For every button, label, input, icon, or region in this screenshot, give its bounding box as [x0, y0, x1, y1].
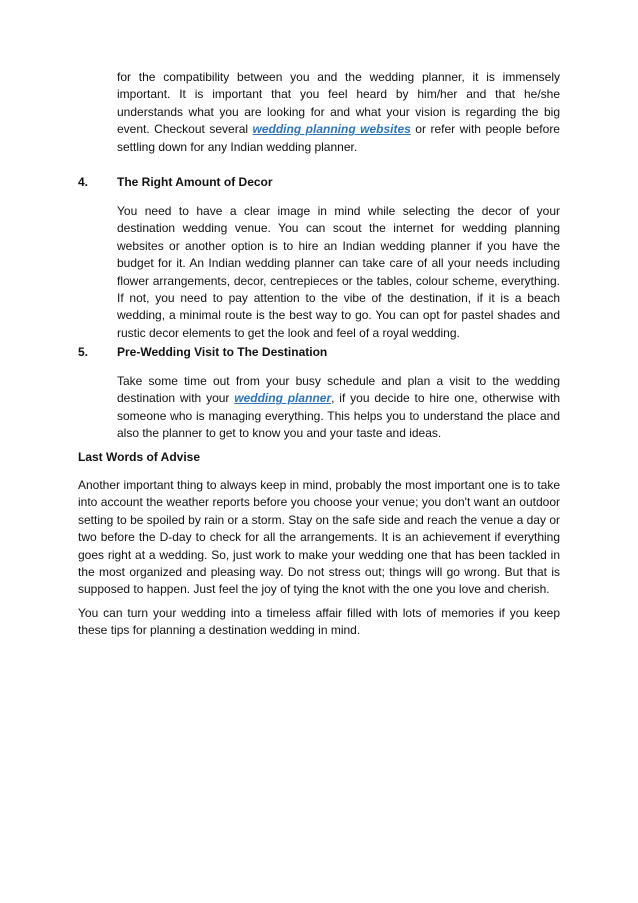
closing-paragraph-2: You can turn your wedding into a timeless affair filled with lots of memories if you keep these tips for planning a destination wedding in mind.: [78, 606, 560, 638]
section-4-title: The Right Amount of Decor: [117, 175, 273, 189]
closing-paragraph-1: Another important thing to always keep in mind, probably the most important one is to take into account the weather reports before you choose your venue; you don't want an outdoor setting to be spoiled by rain or a storm. Stay on the safe side and reach the venue a day or two before the D-day to check for all the arrangements. It is an achievement if everything goes right at a wedding. So, just work to make your wedding one that has been tackled in the most organized and pleasing way. Do not stress out; things will go wrong. But that is supposed to happen. Just feel the joy of tying the knot with the one you love and cherish.: [78, 478, 560, 597]
section-5-text-after: , if you decide to hire one, otherwise with someone who is managing everything. This helps you to understand the place and also the planner to get to know you and your taste and ideas.: [117, 391, 560, 441]
section-5-body: [117, 373, 560, 443]
compatibility-text-after: or refer with people before settling down for any Indian wedding planner.: [117, 122, 560, 154]
wedding-planning-websites-link[interactable]: wedding planning websites: [252, 122, 411, 137]
compatibility-text-before: for the compatibility between you and the wedding planner, it is immensely important. It is important that you feel heard by him/her and that he/she understands what you are looking for and what your vision is regarding the big event. Checkout several: [117, 70, 560, 137]
section-5-number: 5.: [78, 345, 89, 359]
compatibility-paragraph: [117, 69, 560, 156]
wedding-planner-link[interactable]: wedding planner: [234, 391, 332, 406]
section-4-number: 4.: [78, 175, 89, 189]
section-4-body: You need to have a clear image in mind while selecting the decor of your destination wedding venue. You can scout the internet for wedding planning websites or another option is to hire an Indian wedding planner if you have the budget for it. An Indian wedding planner can take care of all your needs including flower arrangements, decor, centrepieces or the tables, colour scheme, everything. If not, you need to pay attention to the vibe of the destination, if it is a beach wedding, a minimal route is the best way to go. You can opt for pastel shades and rustic decor elements to get the look and feel of a royal wedding.: [117, 204, 560, 340]
section-5-title: Pre-Wedding Visit to The Destination: [117, 345, 328, 359]
closing-heading: Last Words of Advise: [78, 450, 201, 464]
section-5-text-before: Take some time out from your busy schedule and plan a visit to the wedding destination with your: [117, 374, 560, 406]
